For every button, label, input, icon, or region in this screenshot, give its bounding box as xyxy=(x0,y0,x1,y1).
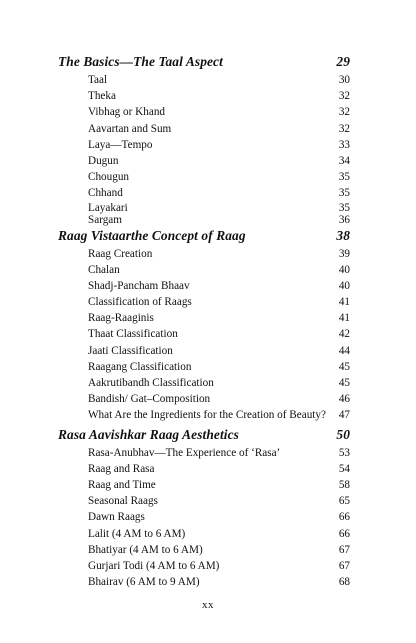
toc-entry-page: 44 xyxy=(338,344,350,357)
toc-entry-page: 32 xyxy=(338,106,350,119)
toc-entry xyxy=(58,104,350,120)
toc-entry-page: 40 xyxy=(338,279,350,292)
toc-entry-label: Raag and Rasa xyxy=(88,462,155,475)
toc-entry-label: What Are the Ingredients for the Creation of Beauty? xyxy=(88,409,326,422)
toc-section-heading xyxy=(58,424,350,445)
toc-entry-label: Aavartan and Sum xyxy=(88,122,172,135)
toc-entry xyxy=(58,574,350,590)
toc-entry xyxy=(58,326,350,342)
toc-section-title: The Basics—The Taal Aspect xyxy=(58,54,223,69)
toc-entry-page: 32 xyxy=(338,122,350,135)
toc-entry-label: Rasa-Anubhav—The Experience of ‘Rasa’ xyxy=(88,446,281,459)
toc-entry xyxy=(58,359,350,375)
toc-entry-label: Bhairav (6 AM to 9 AM) xyxy=(88,576,200,589)
toc-entry-label: Seasonal Raags xyxy=(88,495,158,508)
toc-entry xyxy=(58,461,350,477)
toc-entry-label: Vibhag or Khand xyxy=(88,106,166,119)
toc-entry-page: 35 xyxy=(338,187,350,200)
toc-entry-page: 30 xyxy=(338,74,350,86)
toc-entry-page: 32 xyxy=(338,90,350,103)
toc-entry xyxy=(58,558,350,574)
toc-entry-page: 40 xyxy=(338,263,350,276)
toc-entry-label: Dawn Raags xyxy=(88,511,145,524)
toc-entry-page: 47 xyxy=(338,409,350,422)
toc-entry xyxy=(58,445,350,461)
toc-section-title: Raag Vistaarthe Concept of Raag xyxy=(58,227,246,243)
toc-section-heading xyxy=(58,51,350,72)
toc-entry-label: Chalan xyxy=(88,263,120,276)
toc-entry xyxy=(58,169,350,185)
toc-entry xyxy=(58,262,350,278)
toc-entry xyxy=(58,310,350,326)
toc-entry-label: Lalit (4 AM to 6 AM) xyxy=(88,527,186,540)
toc-entry-page: 67 xyxy=(338,559,350,572)
toc-section-page: 38 xyxy=(336,227,350,243)
toc-entry-label: Thaat Classification xyxy=(88,328,178,341)
toc-entry-label: Gurjari Todi (4 AM to 6 AM) xyxy=(88,559,220,572)
toc-entry-label: Bhatiyar (4 AM to 6 AM) xyxy=(88,543,203,556)
toc-entry-page: 54 xyxy=(338,462,350,475)
toc-entry-label: Chougun xyxy=(88,171,130,184)
toc-entry xyxy=(58,407,350,423)
page-folio: xx xyxy=(202,599,214,611)
toc-section-page: 50 xyxy=(336,426,350,442)
toc-entry-page: 42 xyxy=(338,328,350,341)
toc-entry xyxy=(58,493,350,509)
table-of-contents xyxy=(58,51,350,590)
toc-entry-label: Raag-Raaginis xyxy=(88,312,154,325)
toc-entry xyxy=(58,509,350,525)
toc-entry xyxy=(58,88,350,104)
toc-entry-label: Raagang Classification xyxy=(88,360,192,373)
toc-entry xyxy=(58,72,350,88)
toc-entry-page: 65 xyxy=(338,495,350,508)
toc-entry xyxy=(58,215,350,225)
toc-entry-page: 66 xyxy=(338,527,350,540)
toc-entry xyxy=(58,391,350,407)
toc-entry-page: 33 xyxy=(338,138,350,151)
toc-entry-page: 67 xyxy=(338,543,350,556)
toc-entry xyxy=(58,294,350,310)
toc-entry-page: 41 xyxy=(338,312,350,325)
toc-entry-label: Classification of Raags xyxy=(88,296,192,309)
toc-entry-label: Laya—Tempo xyxy=(88,138,153,151)
toc-entry xyxy=(58,185,350,201)
toc-entry-label: Layakari xyxy=(88,201,128,214)
toc-section-page: 29 xyxy=(336,54,350,69)
toc-entry-page: 39 xyxy=(338,247,350,260)
toc-entry xyxy=(58,375,350,391)
toc-entry-page: 46 xyxy=(338,393,350,406)
toc-entry-label: Raag and Time xyxy=(88,478,156,491)
toc-entry-label: Aakrutibandh Classification xyxy=(88,377,214,389)
toc-entry-page: 68 xyxy=(338,576,350,589)
toc-entry-page: 41 xyxy=(338,296,350,309)
toc-entry xyxy=(58,202,350,215)
toc-entry-page: 45 xyxy=(338,377,350,389)
toc-entry xyxy=(58,542,350,558)
toc-entry xyxy=(58,137,350,153)
toc-entry-page: 35 xyxy=(338,201,350,214)
toc-entry-label: Dugun xyxy=(88,154,119,167)
toc-entry-page: 58 xyxy=(338,478,350,491)
toc-entry-label: Theka xyxy=(88,90,116,103)
toc-entry xyxy=(58,477,350,493)
toc-entry-label: Jaati Classification xyxy=(88,344,173,357)
toc-entry xyxy=(58,246,350,262)
toc-entry xyxy=(58,153,350,169)
toc-entry-label: Taal xyxy=(88,74,108,86)
toc-entry-label: Bandish/ Gat–Composition xyxy=(88,393,211,406)
toc-entry-page: 66 xyxy=(338,511,350,524)
toc-entry xyxy=(58,278,350,294)
toc-entry-label: Sargam xyxy=(88,213,122,226)
toc-entry xyxy=(58,121,350,137)
toc-entry xyxy=(58,343,350,359)
toc-entry-label: Shadj-Pancham Bhaav xyxy=(88,279,190,292)
toc-entry-page: 35 xyxy=(338,171,350,184)
toc-section-heading xyxy=(58,225,350,246)
toc-entry-page: 36 xyxy=(338,213,350,226)
toc-entry-label: Chhand xyxy=(88,187,123,200)
toc-entry-page: 34 xyxy=(338,154,350,167)
toc-entry-page: 45 xyxy=(338,360,350,373)
toc-entry xyxy=(58,526,350,542)
toc-entry-page: 53 xyxy=(338,446,350,459)
toc-entry-label: Raag Creation xyxy=(88,247,153,260)
toc-section-title: Rasa Aavishkar Raag Aesthetics xyxy=(58,426,239,442)
